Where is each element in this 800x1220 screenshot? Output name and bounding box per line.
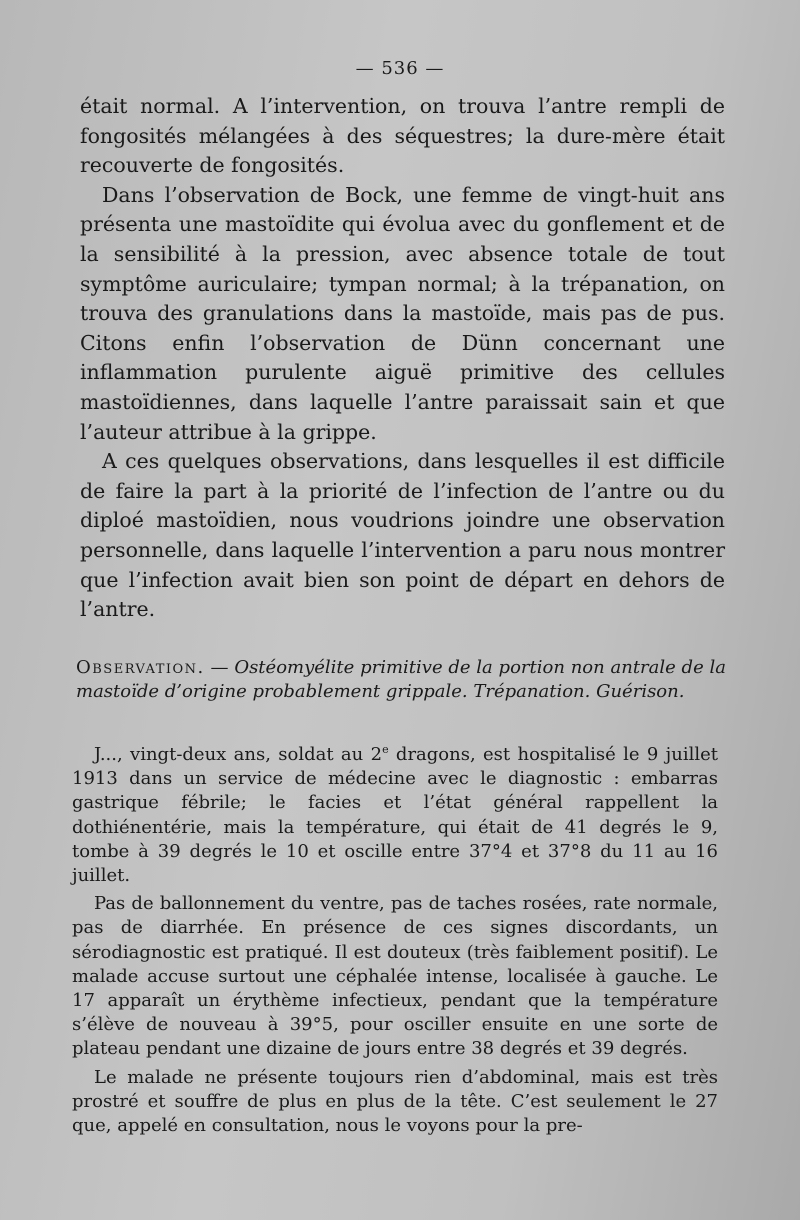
observation-label: Observation. [76, 657, 205, 678]
superscript-e: e [382, 743, 389, 756]
observation-heading [76, 656, 726, 704]
observation-heading-block [76, 656, 726, 710]
observation-paragraph-2: Pas de ballonnement du ventre, pas de taches rosées, rate normale, pas de diarrhée. En présence de ces signes discordants, un sérodiagnostic est pratiqué. Il est douteux (très faiblement positif). Le malade accuse surtout une céphalée intense, localisée à gauche. Le 17 apparaît un érythème infectieux, pendant que la température s’élève de nouveau à 39°5, pour osciller ensuite en une sorte de plateau pendant une dizaine de jours entre 38 degrés et 39 degrés. [72, 893, 718, 1060]
paragraph-personal: A ces quelques observations, dans lesquelles il est difficile de faire la part à la priorité de l’infection de l’antre ou du diploé mastoïdien, nous voudrions joindre une observation personnelle, dans laquelle l’intervention a paru nous montrer que l’infection avait bien son point de départ en dehors de l’antre. [80, 449, 725, 622]
observation-text [72, 738, 718, 1142]
paragraph-continuation: était normal. A l’intervention, on trouva l’antre rempli de fongosités mélangées à des séquestres; la dure-mère était recouverte de fongosités. [80, 94, 725, 178]
paragraph-bock: Dans l’observation de Bock, une femme de vingt-huit ans présenta une mastoïdite qui évolua avec du gonflement et de la sensibilité à la pression, avec absence totale de tout symptôme auriculaire; tympan normal; à la trépanation, on trouva des granulations dans la mastoïde, mais pas de pus. Citons enfin l’observation de Dünn concernant une inflammation purulente aiguë primitive des cellules mastoïdiennes, dans laquelle l’antre paraissait sain et que l’auteur attribue à la grippe. [80, 182, 725, 444]
page-number: — 536 — [355, 58, 445, 79]
observation-paragraph-1: J..., vingt-deux ans, soldat au 2e dragons, est hospitalisé le 9 juillet 1913 dans un service de médecine avec le diagnostic : embarras gastrique fébrile; le facies et l’état général rappellent la dothiénentérie, mais la température, qui était de 41 degrés le 9, tombe à 39 degrés le 10 et oscille entre 37°4 et 37°8 du 11 au 16 juillet. [72, 743, 719, 887]
main-text [80, 92, 725, 625]
observation-paragraph-3: Le malade ne présente toujours rien d’abdominal, mais est très prostré et souffre de plus en plus de la tête. C’est seulement le 27 que, appelé en consultation, nous le voyons pour la pre- [72, 1066, 718, 1137]
observation-dash: — [204, 657, 235, 678]
observation-title: Ostéomyélite primitive de la portion non antrale de la mastoïde d’origine probablement grippale. Trépanation. Guérison. [76, 657, 726, 702]
